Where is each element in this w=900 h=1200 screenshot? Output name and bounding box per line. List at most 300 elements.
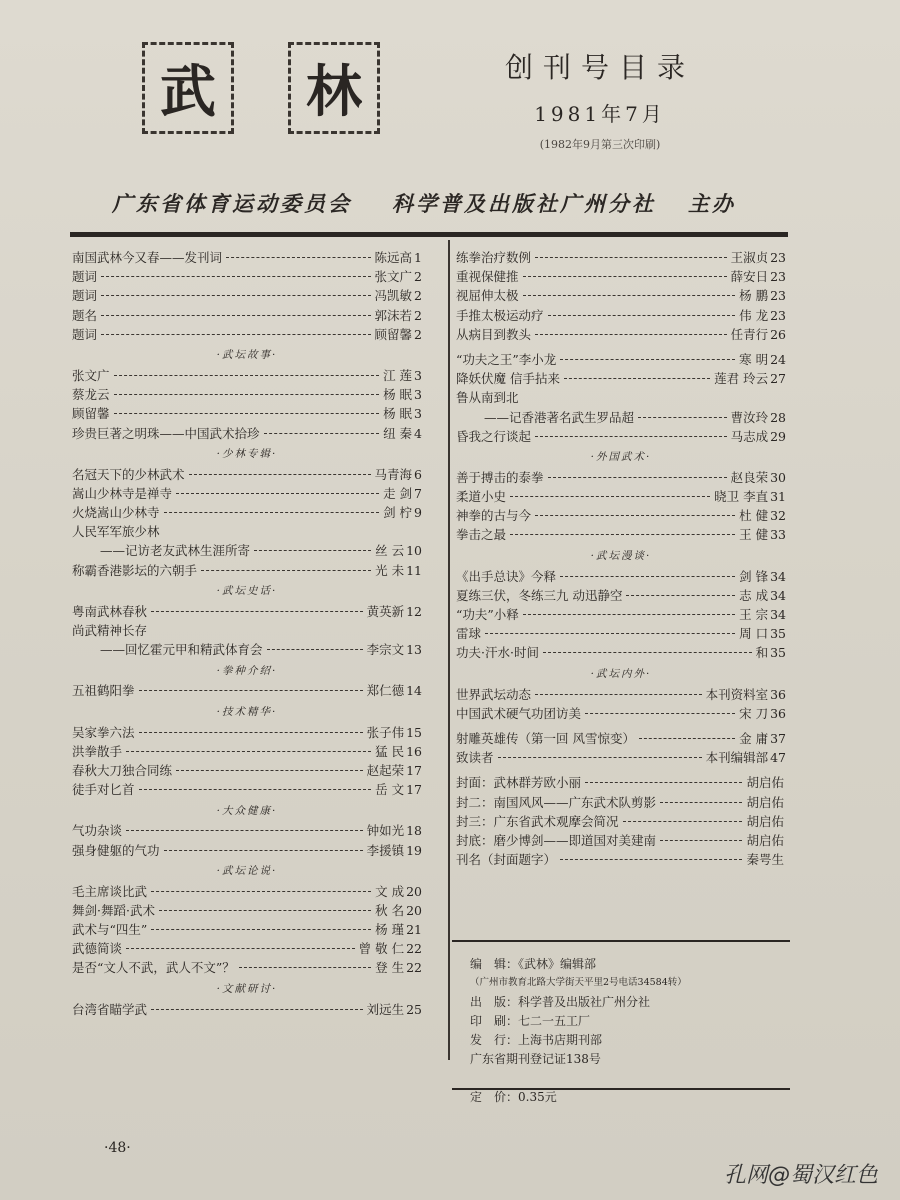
toc-right-column [456,248,786,869]
toc-entry-page: 27 [770,371,786,387]
toc-entry-author: 丝 云 [375,543,405,559]
toc-entry [72,920,422,939]
leader-dots [126,751,371,752]
toc-entry-page: 7 [414,485,422,501]
leader-dots [523,276,727,277]
toc-entry-title: 珍贵巨著之明珠——中国武术拾珍 [72,425,260,441]
toc-entry-title: 春秋大刀独合同练 [72,762,173,778]
sponsors-line [112,188,792,218]
toc-entry-page: 10 [406,543,422,559]
leader-dots [101,315,371,316]
toc-entry-title: 夏练三伏，冬练三九 动迅静空 [456,587,623,603]
toc-entry-title: 善于搏击的泰拳 [456,469,544,485]
toc-entry-author: 秦咢生 [746,852,784,868]
toc-entry-page: 9 [414,505,422,521]
toc-section-heading: ·大众健康· [216,804,278,817]
toc-entry [456,325,786,344]
toc-entry-title: 柔道小史 [456,489,507,505]
toc-entry-title: 致读者 [456,750,494,766]
toc-entry-title: 强身健躯的气功 [72,842,160,858]
watermark: 孔网@蜀汉红色 [723,1163,878,1188]
toc-entry-title: 雷球 [456,626,482,642]
toc-entry-page: 2 [414,269,422,285]
toc-entry [72,522,422,541]
leader-dots [264,433,380,434]
toc-entry [72,640,422,659]
toc-entry [456,525,786,544]
toc-entry-author: 登 生 [375,960,405,976]
toc-entry-page: 17 [406,762,422,778]
toc-entry-title: 封面：武林群芳欧小丽 [456,775,582,791]
toc-entry-author: 杜 健 [739,508,769,524]
toc-entry-title: 人民军军旅少林 [72,524,160,540]
leader-dots [151,611,363,612]
toc-entry-title: 封底：磨少博剑——即道国对美建南 [456,832,657,848]
toc-entry [72,841,422,860]
leader-dots [101,276,371,277]
toc-entry-author: 冯凯敏 [374,288,413,304]
toc-entry-page: 31 [770,489,786,505]
toc-entry [456,685,786,704]
toc-entry-page: 32 [770,508,786,524]
toc-entry-title: 题词 [72,269,98,285]
toc-entry-title: 台湾省瞄学武 [72,1001,148,1017]
toc-entry-title: 功夫·汗水·时间 [456,645,539,661]
leader-dots [535,257,727,258]
toc-entry [72,561,422,580]
toc-entry-author: 寒 明 [739,351,769,367]
leader-dots [164,512,380,513]
leader-dots [564,378,710,379]
toc-entry [456,487,786,506]
leader-dots [660,802,742,803]
toc-entry [456,605,786,624]
issue-title: 创刊号目录 [504,51,695,84]
toc-entry-author: 光 未 [375,562,405,578]
toc-entry-page: 18 [406,823,422,839]
toc-entry-page: 19 [406,842,422,858]
toc-entry-author: 杨 瑾 [375,922,405,938]
leader-dots [114,413,380,414]
toc-entry [72,385,422,404]
toc-entry-title: 封三：广东省武术观摩会简况 [456,813,619,829]
leader-dots [176,770,363,771]
toc-entry-author: 刘远生 [366,1001,405,1017]
toc-entry-page: 2 [414,307,422,323]
leader-dots [176,493,379,494]
leader-dots [189,474,371,475]
publication-info [470,955,790,1107]
leader-dots [660,840,742,841]
toc-entry-page: 47 [770,750,786,766]
toc-entry [456,248,786,267]
toc-entry-author: 曹汝玲 [730,409,769,425]
toc-entry-page: 4 [414,425,422,441]
info-line: 广东省期刊登记证138号 [470,1052,601,1066]
leader-dots [254,550,371,551]
toc-entry [456,586,786,605]
toc-entry-page: 22 [406,941,422,957]
toc-entry-author: 李宗文 [366,642,405,658]
leader-dots [201,570,371,571]
toc-entry-title: 《出手总诀》今释 [456,568,557,584]
toc-section-heading: ·拳种介绍· [216,664,278,677]
toc-entry-title: 舞剑·舞蹈·武术 [72,902,155,918]
toc-entry-title: 降妖伏魔 信手拈来 [456,371,560,387]
toc-entry-page: 6 [414,466,422,482]
toc-entry-page: 14 [406,683,422,699]
toc-entry [456,643,786,662]
info-rule-bottom [452,1088,790,1090]
toc-entry-page: 22 [406,960,422,976]
toc-entry-title: 从病目到教头 [456,326,532,342]
toc-entry-title: 视屈伸太极 [456,288,519,304]
toc-entry-author: 杨 眠 [383,387,413,403]
toc-entry-title: 气功杂谈 [72,823,123,839]
toc-entry-author: 陈远高 [374,250,413,265]
sponsor-role: 主办 [688,191,736,216]
toc-entry-title: 世界武坛动态 [456,686,532,702]
toc-entry [456,468,786,487]
leader-dots [626,595,735,596]
toc-entry-author: 岳 文 [375,782,405,798]
leader-dots [114,375,380,376]
toc-entry-title: 尚武精神长存 [72,623,148,638]
leader-dots [164,850,363,851]
toc-entry-author: 金 庸 [739,730,769,746]
leader-dots [151,1009,363,1010]
toc-entry-title: 拳击之最 [456,527,507,543]
leader-dots [535,334,727,335]
leader-dots [139,690,363,691]
info-line: （广州市教育北路大学街天平里2号电话34584转） [470,977,687,988]
toc-entry-title: 神拳的古与今 [456,508,532,524]
leader-dots [585,713,735,714]
toc-entry [456,286,786,305]
toc-entry-page: 23 [770,269,786,285]
page-number: ·48· [104,1140,131,1156]
toc-entry [72,821,422,840]
toc-entry [72,939,422,958]
info-rule-top [452,940,790,942]
toc-entry-author: 志 成 [739,587,769,603]
toc-entry-author: 杨 眠 [383,406,413,422]
toc-entry-author: 顾留馨 [374,326,413,342]
toc-entry-page: 2 [414,288,422,304]
toc-entry-page: 34 [770,568,786,584]
toc-entry-title: 昏我之行谈起 [456,428,532,444]
toc-entry-author: 本刊资料室 [705,686,769,702]
leader-dots [239,967,371,968]
info-line: 发 行：上海书店期刊部 [470,1033,603,1047]
toc-entry-title: 顾留馨 [72,406,110,422]
toc-entry-title: 吴家拳六法 [72,724,135,740]
toc-entry-title: 称霸香港影坛的六朝手 [72,562,198,578]
toc-entry-author: 王 宗 [739,607,769,622]
toc-entry [456,773,786,792]
toc-entry-title: 手推太极运动疗 [456,307,544,323]
leader-dots [535,694,702,695]
toc-entry-page: 37 [770,730,786,746]
toc-entry-title: “功夫之王”李小龙 [456,351,557,367]
toc-entry-page: 1 [414,250,422,265]
toc-entry-author: 曾 敬 仁 [358,941,405,957]
toc-entry-author: 胡启佑 [746,813,784,829]
toc-entry [72,366,422,385]
toc-entry [456,793,786,812]
toc-entry-page: 15 [406,724,422,740]
toc-entry-title: 刊名（封面题字） [456,852,557,868]
toc-entry [72,503,422,522]
toc-entry-page: 23 [770,288,786,304]
toc-entry-author: 胡启佑 [746,794,784,810]
leader-dots [560,359,735,360]
leader-dots [639,738,735,739]
leader-dots [535,436,727,437]
leader-dots [226,257,371,258]
toc-entry-title: 徒手对匕首 [72,782,135,798]
toc-entry-page: 35 [770,645,786,661]
toc-entry [72,761,422,780]
toc-entry [456,831,786,850]
toc-entry-author: 赵良荣 [730,469,769,485]
toc-entry [72,1000,422,1019]
info-line [470,1069,790,1088]
toc-entry-author: 杨 鹏 [739,288,769,304]
toc-entry-author: 赵起荣 [366,762,405,778]
reprint-note: (1982年9月第三次印刷) [539,138,661,151]
toc-entry [72,541,422,560]
toc-entry [72,306,422,325]
toc-entry [72,248,422,267]
toc-entry-author: 伟 龙 [739,307,769,323]
toc-entry [456,704,786,723]
toc-entry-title: ——记香港著名武生罗品超 [484,409,635,425]
toc-entry [72,325,422,344]
leader-dots [114,394,380,395]
toc-section-heading: ·武坛内外· [590,668,652,681]
leader-dots [548,315,736,316]
toc-entry-page: 3 [414,367,422,383]
toc-entry-page: 36 [770,705,786,721]
toc-entry-author: 秋 名 [375,902,405,918]
leader-dots [498,757,702,758]
toc-entry-page: 20 [406,883,422,899]
toc-entry [72,681,422,700]
leader-dots [543,652,752,653]
toc-entry-author: 剑 锋 [739,568,769,584]
info-line: 印 刷：七二一五工厂 [470,1014,591,1028]
toc-entry-author: 本刊编辑部 [705,750,769,766]
toc-entry-page: 23 [770,250,786,265]
toc-entry-page: 26 [770,326,786,342]
toc-entry-page: 36 [770,686,786,702]
toc-entry [72,780,422,799]
toc-entry-title: 题词 [72,326,98,342]
toc-entry-author: 宋 刀 [739,705,769,721]
leader-dots [126,830,363,831]
toc-entry [456,850,786,869]
toc-entry-page: 29 [770,428,786,444]
toc-entry-title: “功夫”小释 [456,607,519,622]
leader-dots [623,821,743,822]
toc-section-heading: ·技术精华· [216,706,278,719]
toc-entry [456,408,786,427]
leader-dots [535,515,735,516]
leader-dots [585,782,742,783]
column-divider [448,240,450,1060]
toc-entry-title: 鲁从南到北 [456,390,519,406]
toc-entry-title: 洪拳散手 [72,743,123,759]
toc-entry-title: ——记访老友武林生涯所寄 [100,543,251,559]
toc-entry-title: 粤南武林春秋 [72,603,148,619]
toc-entry-title: 南国武林今又春——发刊词 [72,250,223,265]
toc-entry-title: 中国武术硬气功团访美 [456,705,582,721]
toc-entry-title: 武术与“四生” [72,922,148,938]
toc-entry [456,427,786,446]
toc-entry [72,404,422,423]
toc-entry-page: 25 [406,1001,422,1017]
toc-entry-author: 走 剑 [383,485,413,501]
info-line: 出 版：科学普及出版社广州分社 [470,995,651,1009]
toc-entry [72,621,422,640]
toc-entry-title: 五祖鹤阳拳 [72,683,135,699]
toc-entry-author: 黄英新 [366,603,405,619]
toc-entry [72,286,422,305]
toc-section-heading: ·武坛漫谈· [590,550,652,563]
toc-entry-page: 3 [414,387,422,403]
toc-entry-title: 毛主席谈比武 [72,883,148,899]
toc-entry [72,958,422,977]
toc-entry [456,388,786,407]
leader-dots [560,576,735,577]
sponsor-1: 广东省体育运动委员会 [112,191,352,216]
toc-entry-title: 练拳治疗数例 [456,250,532,265]
toc-entry [72,424,422,443]
toc-entry [72,465,422,484]
toc-entry-author: 薛安日 [730,269,769,285]
toc-entry-title: 题词 [72,288,98,304]
toc-section-heading: ·少林专辑· [216,448,278,461]
toc-entry-page: 24 [770,351,786,367]
toc-entry-title: 嵩山少林寺是禅寺 [72,485,173,501]
leader-dots [638,417,727,418]
toc-entry-author: 和 [755,645,769,661]
toc-entry-page: 23 [770,307,786,323]
toc-entry-title: 是否“文人不武，武人不文”？ [72,960,235,976]
toc-entry-author: 猛 民 [375,743,405,759]
leader-dots [523,614,735,615]
toc-entry-page: 34 [770,587,786,603]
toc-entry [456,812,786,831]
toc-entry-page: 30 [770,469,786,485]
toc-entry-author: 晓卫 李直 [714,489,769,505]
toc-entry [72,882,422,901]
toc-entry-author: 钟如光 [366,823,405,839]
toc-entry-author: 李援镇 [366,842,405,858]
toc-entry-page: 3 [414,406,422,422]
toc-entry-page: 12 [406,603,422,619]
toc-entry-title: 名冠天下的少林武术 [72,466,185,482]
toc-entry [72,484,422,503]
leader-dots [485,633,735,634]
toc-entry-author: 莲君 玲云 [714,371,769,387]
leader-dots [126,948,355,949]
toc-entry-title: 武德简谈 [72,941,123,957]
toc-entry-title: 蔡龙云 [72,387,110,403]
title-char-box: 林 [288,42,380,134]
toc-entry [456,306,786,325]
toc-entry-page: 17 [406,782,422,798]
toc-entry [456,624,786,643]
toc-entry [72,742,422,761]
toc-section-heading: ·武坛史话· [216,585,278,598]
toc-section-heading: ·武坛论说· [216,865,278,878]
leader-dots [139,789,372,790]
toc-entry [456,350,786,369]
toc-entry [72,723,422,742]
leader-dots [510,534,735,535]
toc-entry [456,267,786,286]
toc-entry [456,729,786,748]
toc-entry [72,901,422,920]
issue-date: 1981年7月 [534,102,666,126]
toc-entry-author: 马青海 [374,466,413,482]
toc-entry-page: 34 [770,607,786,622]
toc-entry-title: 题名 [72,307,98,323]
toc-entry-author: 周 口 [739,626,769,642]
leader-dots [101,334,371,335]
header-rule [70,232,788,237]
toc-entry-author: 郭沫若 [374,307,413,323]
leader-dots [523,295,736,296]
leader-dots [548,477,727,478]
title-char-box: 武 [142,42,234,134]
toc-section-heading: ·武坛故事· [216,349,278,362]
leader-dots [510,496,710,497]
leader-dots [560,859,742,860]
toc-entry-page: 20 [406,902,422,918]
toc-entry-author: 胡启佑 [746,832,784,848]
toc-entry-title: 封二：南国风风——广东武术队剪影 [456,794,657,810]
toc-entry-page: 16 [406,743,422,759]
toc-entry-page: 33 [770,527,786,543]
toc-entry-page: 35 [770,626,786,642]
toc-entry-author: 王淑贞 [730,250,769,265]
info-line: 编 辑：《武林》编辑部 [470,957,597,971]
sponsor-2: 科学普及出版社广州分社 [392,191,656,216]
toc-entry-author: 剑 柠 [383,505,413,521]
toc-entry [456,748,786,767]
toc-entry-title: 火烧嵩山少林寺 [72,505,160,521]
toc-entry [456,506,786,525]
info-line: 定 价：0.35元 [470,1090,557,1104]
leader-dots [151,929,371,930]
toc-entry-page: 13 [406,642,422,658]
leader-dots [159,910,371,911]
toc-entry-author: 张文广 [374,269,413,285]
toc-entry-author: 任青行 [730,326,769,342]
toc-entry-author: 马志成 [730,428,769,444]
toc-entry-author: 纽 秦 [383,425,413,441]
toc-entry [456,567,786,586]
toc-section-heading: ·文献研讨· [216,983,278,996]
toc-section-heading: ·外国武术· [590,451,652,464]
toc-entry-page: 2 [414,326,422,342]
leader-dots [101,295,371,296]
toc-entry-author: 张子伟 [366,724,405,740]
toc-entry-title: ——回忆霍元甲和精武体育会 [100,642,263,658]
